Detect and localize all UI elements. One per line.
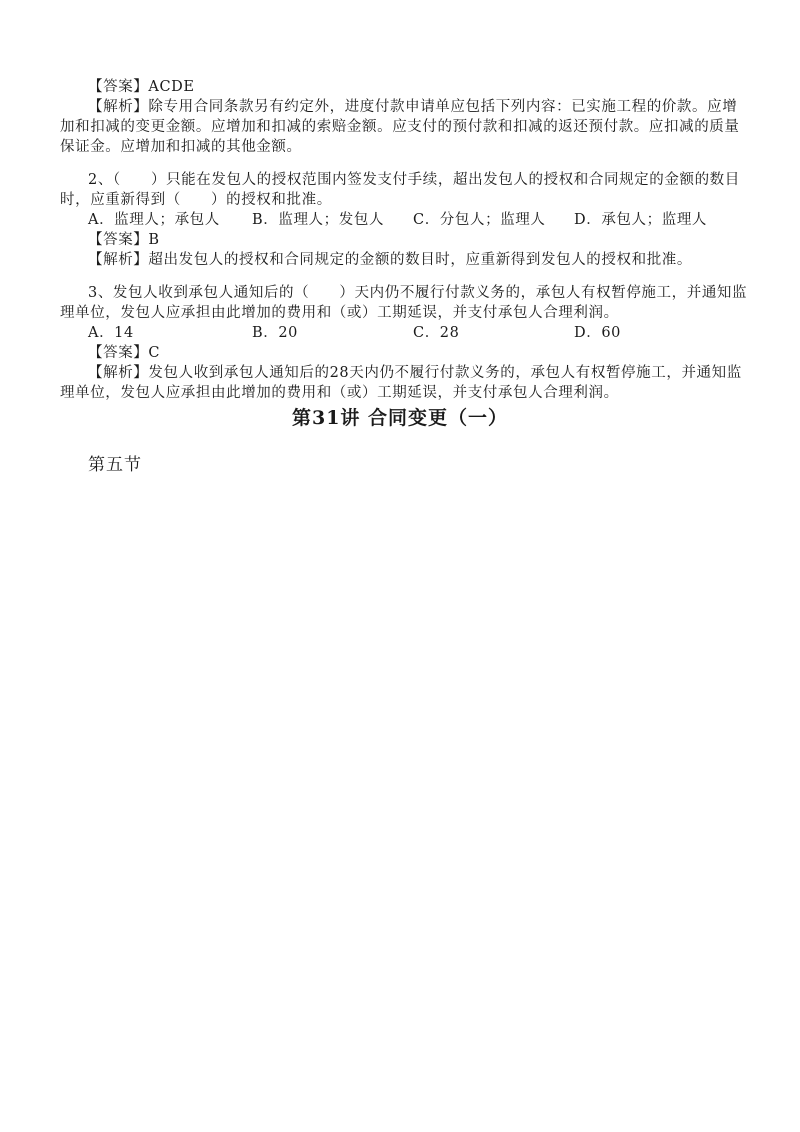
analysis-3-line-2: 理单位，发包人应承担由此增加的费用和（或）工期延误，并支付承包人合理利润。 <box>60 385 619 401</box>
question-2-stem-line-1: 2、（ ）只能在发包人的授权范围内签发支付手续，超出发包人的授权和合同规定的金额的数目 <box>88 172 740 188</box>
answer-2: 【答案】B <box>88 232 160 248</box>
analysis-1-line-3: 保证金。应增加和扣减的其他金额。 <box>60 139 302 155</box>
section-subheading: 第五节 <box>88 455 142 475</box>
question-3-option-c: C．28 <box>413 325 460 341</box>
question-2-option-c: C．分包人；监理人 <box>413 212 546 228</box>
analysis-1-line-2: 加和扣减的变更金额。应增加和扣减的索赔金额。应支付的预付款和扣减的返还预付款。应扣减的质量 <box>60 119 740 135</box>
analysis-3-line-1: 【解析】发包人收到承包人通知后的28天内仍不履行付款义务的，承包人有权暂停施工，并通知监 <box>88 365 742 381</box>
question-3-option-d: D．60 <box>574 325 621 341</box>
question-3-stem-line-1: 3、发包人收到承包人通知后的（ ）天内仍不履行付款义务的，承包人有权暂停施工，并通知监 <box>88 285 748 301</box>
answer-1: 【答案】ACDE <box>88 79 195 95</box>
question-2-stem-line-2: 时，应重新得到（ ）的授权和批准。 <box>60 192 332 208</box>
analysis-1-line-1: 【解析】除专用合同条款另有约定外，进度付款申请单应包括下列内容：已实施工程的价款。应增 <box>88 99 738 115</box>
question-2-option-d: D．承包人；监理人 <box>574 212 708 228</box>
analysis-2: 【解析】超出发包人的授权和合同规定的金额的数目时，应重新得到发包人的授权和批准。 <box>88 252 692 268</box>
question-3-option-b: B．20 <box>252 325 299 341</box>
question-2-option-a: A．监理人；承包人 <box>88 212 220 228</box>
question-3-option-a: A．14 <box>88 325 134 341</box>
answer-3: 【答案】C <box>88 345 161 361</box>
question-3-stem-line-2: 理单位，发包人应承担由此增加的费用和（或）工期延误，并支付承包人合理利润。 <box>60 305 619 321</box>
section-heading: 第31讲 合同变更（一） <box>291 407 509 429</box>
question-2-option-b: B．监理人；发包人 <box>252 212 385 228</box>
